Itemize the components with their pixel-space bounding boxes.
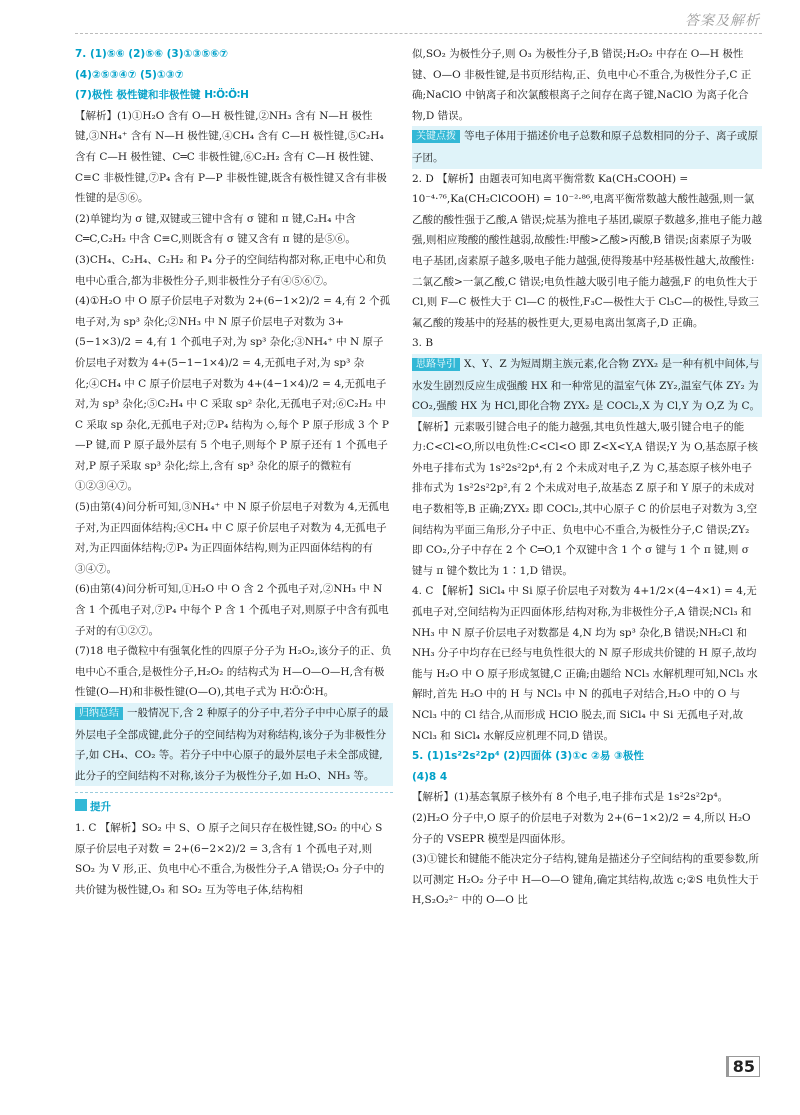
- explanation-paragraph: (7)18 电子微粒中有强氧化性的四原子分子为 H₂O₂,该分子的正、负电中心不重合,是极性分子,H₂O₂ 的结构式为 H—O—O—H,含有极性键(O—H)和非极性键(O—O),其电子式为 H∶Ö∶Ö∶H。: [75, 645, 392, 699]
- explanation-paragraph: (4)①H₂O 中 O 原子价层电子对数为 2+(6−1×2)/2 = 4,有 2 个孤电子对,为 sp³ 杂化;②NH₃ 中 N 原子价层电子对数为 3+(5−1×3)/2 = 4,有 1 个孤电子对,为 sp³ 杂化;③NH₄⁺ 中 N 原子价层电子对数为 4+(5−1−1×4)/2 = 4,无孤电子对,为 sp³ 杂化;④CH₄ 中 C 原子价层电子对数为 4+(4−1×4)/2 = 4,无孤电子对,为 sp³ 杂化;⑤C₂H₄ 中 C 采取 sp² 杂化,无孤电子对;⑥C₂H₂ 中 C 采取 sp 杂化,无孤电子对;⑦P₄ 结构为 ◇,每个 P 原子形成 3 个 P—P 键,而 P 原子最外层有 5 个电子,则每个 P 原子还有 1 个孤电子对,P 原子采取 sp³ 杂化;综上,含有 sp³ 杂化的原子的微粒有①②③④⑦。: [75, 295, 391, 493]
- tip-text: X、Y、Z 为短周期主族元素,化合物 ZYX₂ 是一种有机中间体,与水发生剧烈反应生成强酸 HX 和一种常见的温室气体 ZY₂,温室气体 ZY₂ 为 CO₂,强酸 HX 为 HCl,即化合物 ZYX₂ 是 COCl₂,X 为 Cl,Y 为 O,Z 为 C。: [412, 357, 761, 413]
- header-divider: [75, 33, 762, 34]
- explanation-paragraph: (6)由第(4)问分析可知,①H₂O 中 O 含 2 个孤电子对,②NH₃ 中 N 含 1 个孤电子对,⑦P₄ 中每个 P 含 1 个孤电子对,则原子中含有孤电子对的有①②⑦。: [75, 583, 389, 637]
- tip-text: 等电子体用于描述价电子总数和原子总数相同的分子、离子或原子团。: [412, 130, 758, 164]
- tip-box: [412, 354, 762, 417]
- answer-line: (7)极性 极性键和非极性键 H∶Ö∶Ö∶H: [75, 89, 249, 102]
- explanation-paragraph: 【解析】元素吸引键合电子的能力越强,其电负性越大,吸引键合电子的能力:C<Cl<O,所以电负性:C<Cl<O 即 Z<X<Y,A 错误;Y 为 O,基态原子核外电子排布式为 1s²2s²2p⁴,有 2 个未成对电子,Z 为 C,基态原子核外电子排布式为 1s²2s²2p²,有 2 个未成对电子,故基态 Z 原子和 Y 原子的未成对电子数相等,B 正确;ZYX₂ 即 COCl₂,其中心原子 C 的价层电子对数为 3,空间结构为平面三角形,分子中正、负电中心不重合,为极性分子,C 错误;ZY₂ 即 CO₂,分子中存在 2 个 C═O,1 个双键中含 1 个 σ 键与 1 个 π 键,则 σ 键与 π 键个数比为 1∶1,D 错误。: [412, 420, 758, 577]
- right-column: [412, 44, 762, 911]
- explanation-paragraph: 似,SO₂ 为极性分子,则 O₃ 为极性分子,B 错误;H₂O₂ 中存在 O—H 极性键、O—O 非极性键,是书页形结构,正、负电中心不重合,为极性分子,C 正确;NaClO 中钠离子和次氯酸根离子之间存在离子键,NaClO 为离子化合物,D 错误。: [412, 48, 752, 122]
- explanation-paragraph: (3)CH₄、C₂H₄、C₂H₂ 和 P₄ 分子的空间结构都对称,正电中心和负电中心重合,都为非极性分子,则非极性分子有④⑤⑥⑦。: [75, 253, 387, 287]
- answer-line: 7. (1)⑤⑥ (2)⑤⑥ (3)①③⑤⑥⑦: [75, 48, 228, 60]
- answer-line: (4)8 4: [412, 770, 448, 783]
- section-icon: [75, 799, 87, 811]
- explanation-paragraph: (2)单键均为 σ 键,双键或三键中含有 σ 键和 π 键,C₂H₄ 中含 C═C,C₂H₂ 中含 C≡C,则既含有 σ 键又含有 π 键的是⑤⑥。: [75, 212, 356, 246]
- explanation-paragraph: (3)①键长和键能不能决定分子结构,键角是描述分子空间结构的重要参数,所以可测定 H₂O₂ 分子中 H—O—O 键角,确定其结构,故选 c;②S 电负性大于 H,S₂O₂²⁻ 中的 O—O 比: [412, 853, 760, 907]
- tip-box: [75, 703, 393, 786]
- tip-tag: 归纳总结: [75, 707, 123, 720]
- page-header: 答案及解析: [685, 13, 760, 29]
- left-column: [75, 44, 393, 900]
- tip-text: 一般情况下,含 2 种原子的分子中,若分子中中心原子的最外层电子全部成键,此分子的空间结构为对称结构,该分子为非极性分子,如 CH₄、CO₂ 等。若分子中中心原子的最外层电子未全部成键,此分子的空间结构不对称,该分子为极性分子,如 H₂O、NH₃ 等。: [75, 707, 389, 782]
- answer-line: (4)②⑤③④⑦ (5)①③⑦: [75, 68, 184, 81]
- tip-box: [412, 126, 762, 168]
- explanation-paragraph: 【解析】(1)基态氧原子核外有 8 个电子,电子排布式是 1s²2s²2p⁴。: [412, 791, 729, 804]
- explanation-paragraph: 4. C 【解析】SiCl₄ 中 Si 原子价层电子对数为 4+1/2×(4−4×1) = 4,无孤电子对,空间结构为正四面体形,结构对称,为非极性分子,A 错误;NCl₃ 和 NH₃ 中 N 原子价层电子对数都是 4,N 均为 sp³ 杂化,B 错误;NH₂Cl 和 NH₃ 分子中均存在已经与电负性很大的 N 原子形成共价键的 H 原子,故均能与 H₂O 中 O 原子形成氢键,C 正确;由题给 NCl₃ 水解机理可知,NCl₃ 水解时,首先 H₂O 中的 H 与 NCl₃ 中 N 的孤电子对结合,H₂O 中的 O 与 NCl₃ 中的 Cl 结合,从而形成 HClO 脱去,而 SiCl₄ 中 Si 无孤电子对,故 NCl₃ 和 SiCl₄ 水解反应机理不同,D 错误。: [412, 585, 758, 742]
- tip-tag: 思路导引: [412, 358, 460, 371]
- explanation-paragraph: 3. B: [412, 337, 434, 350]
- section-divider: [75, 792, 393, 793]
- explanation-paragraph: (5)由第(4)问分析可知,③NH₄⁺ 中 N 原子价层电子对数为 4,无孤电子对,为正四面体结构;④CH₄ 中 C 原子价层电子对数为 4,无孤电子对,为正四面体结构;⑦P₄ 为正四面体结构,则为正四面体结构的有③④⑦。: [75, 501, 390, 575]
- explanation-paragraph: 【解析】(1)①H₂O 含有 O—H 极性键,②NH₃ 含有 N—H 极性键,③NH₄⁺ 含有 N—H 极性键,④CH₄ 含有 C—H 极性键,⑤C₂H₄ 含有 C—H 极性键、C═C 非极性键,⑥C₂H₂ 含有 C—H 极性键、C≡C 非极性键,⑦P₄ 含有 P—P 非极性键,既含有极性键又含有非极性键的是⑤⑥。: [75, 109, 387, 205]
- explanation-paragraph: 1. C 【解析】SO₂ 中 S、O 原子之间只存在极性键,SO₂ 的中心 S 原子价层电子对数 = 2+(6−2×2)/2 = 3,含有 1 个孤电子对,则 SO₂ 为 V 形,正、负电中心不重合,为极性分子,A 错误;O₃ 分子中的共价键为极性键,O₃ 和 SO₂ 互为等电子体,结构相: [75, 821, 385, 896]
- answer-line: 5. (1)1s²2s²2p⁴ (2)四面体 (3)①c ②易 ③极性: [412, 750, 644, 763]
- section-title: 提升: [90, 801, 111, 814]
- tip-tag: 关键点拨: [412, 130, 460, 143]
- section-heading: [75, 797, 393, 818]
- page-number: 85: [726, 1056, 760, 1077]
- explanation-paragraph: (2)H₂O 分子中,O 原子的价层电子对数为 2+(6−1×2)/2 = 4,所以 H₂O 分子的 VSEPR 模型是四面体形。: [412, 811, 751, 845]
- explanation-paragraph: 2. D 【解析】由题表可知电离平衡常数 Ka(CH₃COOH) = 10⁻⁴·⁷⁶,Ka(CH₂ClCOOH) = 10⁻²·⁸⁶,电离平衡常数越大酸性越强,则一氯乙酸的酸性强于乙酸,A 错误;烷基为推电子基团,碳原子数越多,推电子能力越强,则相应羧酸的酸性越弱,故酸性:甲酸>乙酸>丙酸,B 错误;卤素原子为吸电子基团,卤素原子越多,吸电子能力越强,使得羧基中羟基极性越大,故酸性:二氯乙酸>一氯乙酸,C 错误;电负性越大吸引电子能力越强,F 的电负性大于 Cl,则 F—C 极性大于 Cl—C 的极性,F₃C—极性大于 Cl₃C—的极性,导致三氟乙酸的羧基中的羟基的极性更大,更易电离出氢离子,D 正确。: [412, 172, 762, 329]
